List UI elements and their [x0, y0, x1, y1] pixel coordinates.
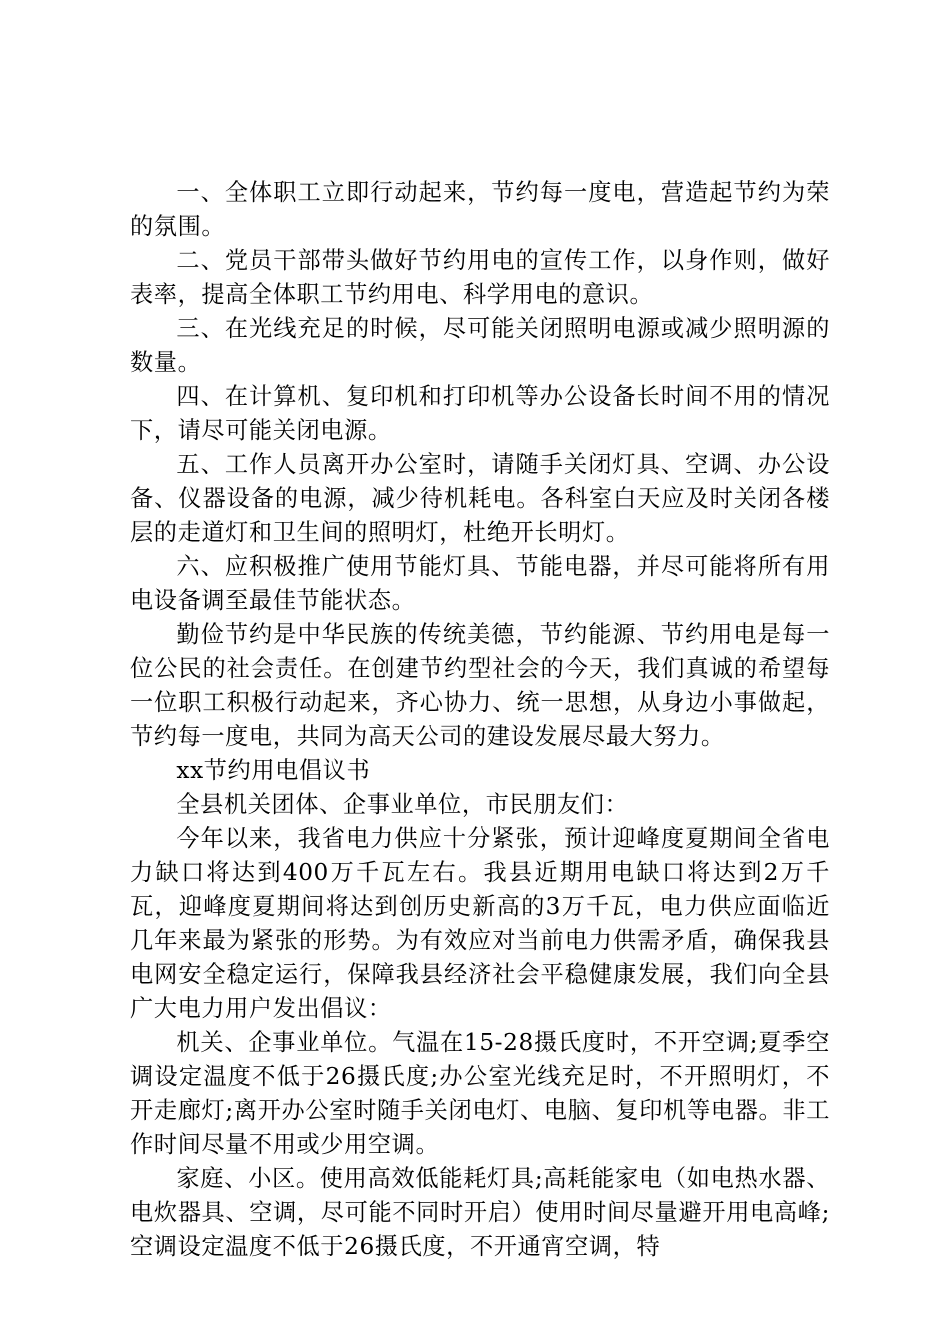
paragraph-item-4: 四、在计算机、复印机和打印机等办公设备长时间不用的情况下，请尽可能关闭电源。 [130, 383, 830, 444]
body-paragraph-2: 机关、企事业单位。气温在15-28摄氏度时，不开空调;夏季空调设定温度不低于26摄氏度;办公室光线充足时，不开照明灯，不开走廊灯;离开办公室时随手关闭电灯、电脑、复印机等电器。非工作时间尽量不用或少用空调。 [130, 1029, 830, 1158]
salutation: 全县机关团体、企事业单位，市民朋友们： [176, 791, 629, 818]
body-paragraph-1: 今年以来，我省电力供应十分紧张，预计迎峰度夏期间全省电力缺口将达到400万千瓦左右。我县近期用电缺口将达到2万千瓦，迎峰度夏期间将达到创历史新高的3万千瓦，电力供应面临近几年来最为紧张的形势。为有效应对当前电力供需矛盾，确保我县电网安全稳定运行，保障我县经济社会平稳健康发展，我们向全县广大电力用户发出倡议： [130, 825, 830, 1022]
paragraph-item-1: 一、全体职工立即行动起来，节约每一度电，营造起节约为荣的氛围。 [130, 179, 830, 240]
paragraph-item-3: 三、在光线充足的时候，尽可能关闭照明电源或减少照明源的数量。 [130, 315, 830, 376]
paragraph-item-2: 二、党员干部带头做好节约用电的宣传工作，以身作则，做好表率，提高全体职工节约用电、科学用电的意识。 [130, 247, 830, 308]
document-page [130, 176, 830, 1264]
paragraph-item-6: 六、应积极推广使用节能灯具、节能电器，并尽可能将所有用电设备调至最佳节能状态。 [130, 553, 830, 614]
body-paragraph-3: 家庭、小区。使用高效低能耗灯具;高耗能家电（如电热水器、电炊器具、空调，尽可能不同时开启）使用时间尽量避开用电高峰;空调设定温度不低于26摄氏度，不开通宵空调，特 [130, 1165, 830, 1260]
paragraph-item-5: 五、工作人员离开办公室时，请随手关闭灯具、空调、办公设备、仪器设备的电源，减少待机耗电。各科室白天应及时关闭各楼层的走道灯和卫生间的照明灯，杜绝开长明灯。 [130, 451, 830, 546]
closing-paragraph: 勤俭节约是中华民族的传统美德，节约能源、节约用电是每一位公民的社会责任。在创建节约型社会的今天，我们真诚的希望每一位职工积极行动起来，齐心协力、统一思想，从身边小事做起，节约每一度电，共同为高天公司的建设发展尽最大努力。 [130, 621, 830, 750]
document-title: xx节约用电倡议书 [176, 757, 371, 784]
